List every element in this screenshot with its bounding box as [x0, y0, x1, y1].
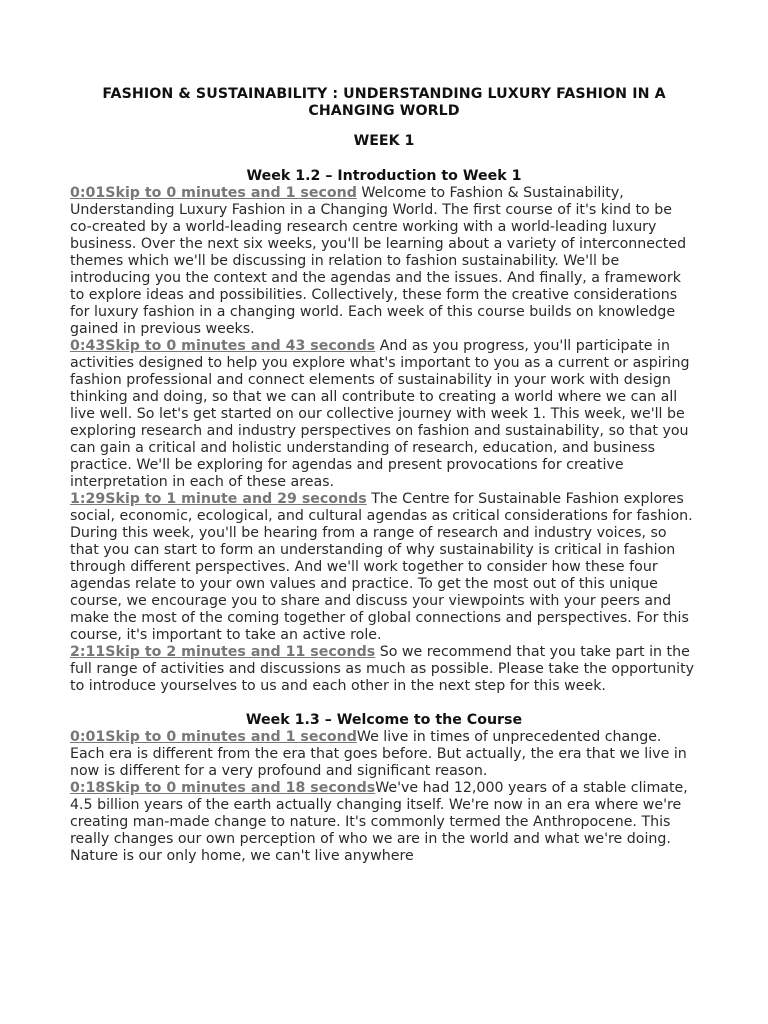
transcript-text: We've had 12,000 years of a stable climate, 4.5 billion years of the earth actually changing itself. We're now in an era where we're creating man-made change to nature. It's commonly termed the Anthropocene. This really changes our own perception of who we are in the world and what we're doing. Nature is our only home, we can't live anywhere — [70, 780, 688, 864]
document-title: FASHION & SUSTAINABILITY : UNDERSTANDING LUXURY FASHION IN A CHANGING WORLD — [102, 86, 666, 119]
timestamp-skip-link[interactable]: 2:11Skip to 2 minutes and 11 seconds — [70, 644, 376, 660]
transcript-paragraph — [70, 185, 698, 338]
document-page — [70, 86, 698, 865]
transcript-text: So we recommend that you take part in the full range of activities and discussions as much as possible. Please take the opportunity to introduce yourselves to us and each other in the next step for this week. — [70, 644, 695, 694]
transcript-paragraph — [70, 729, 698, 780]
timestamp-skip-link[interactable]: 1:29Skip to 1 minute and 29 seconds — [70, 491, 367, 507]
section-heading: Week 1.3 – Welcome to the Course — [245, 712, 523, 728]
section-week-1-2 — [70, 168, 698, 695]
timestamp-skip-link[interactable]: 0:01Skip to 0 minutes and 1 second — [70, 729, 357, 745]
week-heading: WEEK 1 — [353, 133, 415, 149]
transcript-paragraph — [70, 644, 698, 695]
transcript-paragraph — [70, 491, 698, 644]
transcript-paragraph — [70, 780, 698, 865]
transcript-text: We live in times of unprecedented change. Each era is different from the era that goes before. But actually, the era that we live in now is different for a very profound and significant reason. — [70, 729, 687, 779]
section-heading: Week 1.2 – Introduction to Week 1 — [246, 168, 522, 184]
transcript-text: The Centre for Sustainable Fashion explores social, economic, ecological, and cultural agendas as critical considerations for fashion. During this week, you'll be hearing from a range of research and industry voices, so that you can start to form an understanding of why sustainability is critical in fashion through different perspectives. And we'll work together to consider how these four agendas relate to your own values and practice. To get the most out of this unique course, we encourage you to share and discuss your viewpoints with your peers and make the most of the coming together of global connections and perspectives. For this course, it's important to take an active role. — [70, 491, 693, 643]
timestamp-skip-link[interactable]: 0:43Skip to 0 minutes and 43 seconds — [70, 338, 376, 354]
transcript-text: Welcome to Fashion & Sustainability, Understanding Luxury Fashion in a Changing World. The first course of it's kind to be co-created by a world-leading research centre working with a world-leading luxury business. Over the next six weeks, you'll be learning about a variety of interconnected themes which we'll be discussing in relation to fashion sustainability. We'll be introducing you the context and the agendas and the issues. And finally, a framework to explore ideas and possibilities. Collectively, these form the creative considerations for luxury fashion in a changing world. Each week of this course builds on knowledge gained in previous weeks. — [70, 185, 687, 337]
timestamp-skip-link[interactable]: 0:18Skip to 0 minutes and 18 seconds — [70, 780, 376, 796]
timestamp-skip-link[interactable]: 0:01Skip to 0 minutes and 1 second — [70, 185, 357, 201]
section-week-1-3 — [70, 712, 698, 865]
transcript-text: And as you progress, you'll participate in activities designed to help you explore what's important to you as a current or aspiring fashion professional and connect elements of sustainability in your work with design thinking and doing, so that we can all contribute to creating a world where we can all live well. So let's get started on our collective journey with week 1. This week, we'll be exploring research and industry perspectives on fashion and sustainability, so that you can gain a critical and holistic understanding of research, education, and business practice. We'll be exploring for agendas and present provocations for creative interpretation in each of these areas. — [70, 338, 690, 490]
transcript-paragraph — [70, 338, 698, 491]
